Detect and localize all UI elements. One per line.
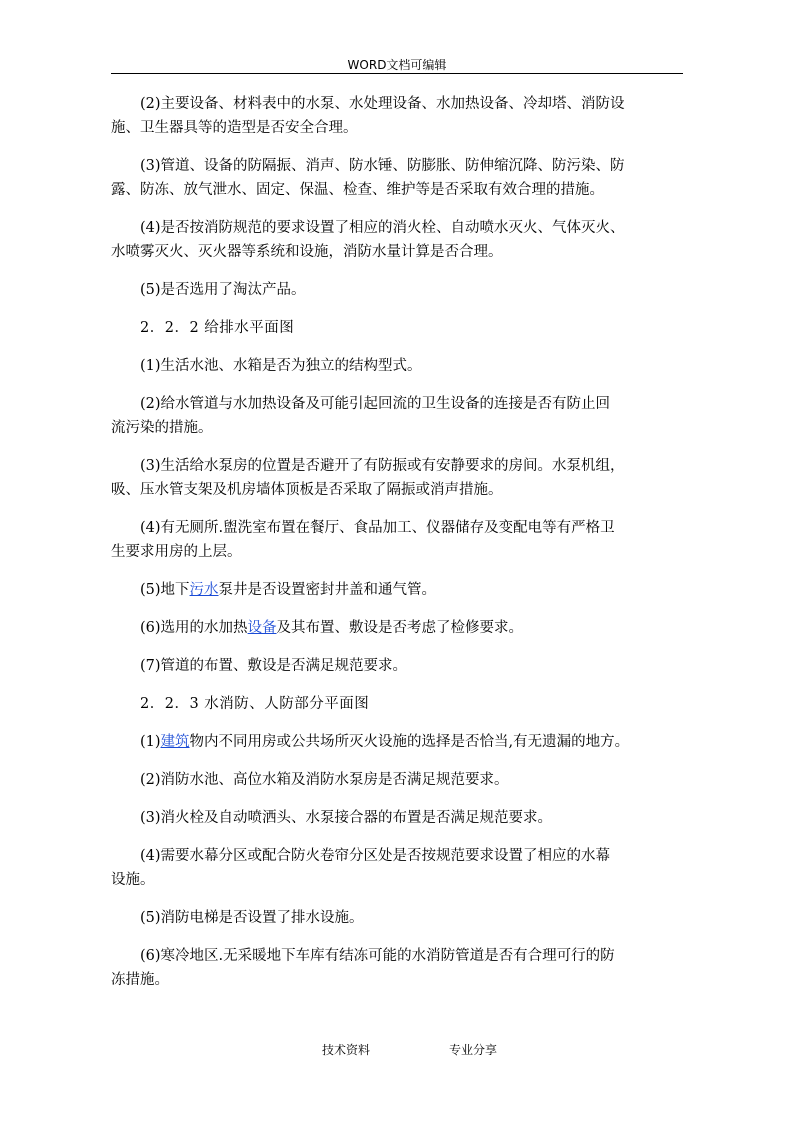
text-span: (1) [140, 734, 161, 750]
paragraph-line: 冻措施。 [111, 972, 169, 988]
footer-left-text: 技术资料 [322, 1043, 371, 1057]
text-span: 泵井是否设置密封井盖和通气管。 [218, 582, 437, 598]
paragraph-fire-elevator: (5)消防电梯是否设置了排水设施。 [140, 910, 364, 926]
paragraph-pump-room [111, 454, 689, 502]
text-span: 及其布置、敷设是否考虑了检修要求。 [276, 620, 524, 636]
paragraph-line: 设施。 [111, 872, 155, 888]
paragraph-line: (4)需要水幕分区或配合防火卷帘分区处是否按规范要求设置了相应的水幕 [140, 848, 611, 864]
paragraph-main-equipment [111, 92, 689, 140]
paragraph-fire-systems [111, 216, 689, 264]
section-heading-222: 2．2．2 给排水平面图 [140, 320, 295, 336]
paragraph-sewage-well [111, 578, 689, 602]
paragraph-line: (3)管道、设备的防隔振、消声、防水锤、防膨胀、防伸缩沉降、防污染、防 [140, 158, 625, 174]
link-sewage[interactable]: 污水 [189, 582, 219, 598]
paragraph-line: 施、卫生器具等的造型是否安全合理。 [111, 120, 358, 136]
paragraph-water-curtain [111, 844, 689, 892]
footer-right-text: 专业分享 [449, 1043, 498, 1057]
paragraph-line: 生要求用房的上层。 [111, 544, 242, 560]
paragraph-fire-facilities [111, 730, 689, 754]
paragraph-backflow [111, 392, 689, 440]
paragraph-pipe-layout: (7)管道的布置、敷设是否满足规范要求。 [140, 658, 408, 674]
paragraph-line: (6)寒冷地区.无采暖地下车库有结冻可能的水消防管道是否有合理可行的防 [140, 948, 615, 964]
paragraph-toilet-placement [111, 516, 689, 564]
link-equipment[interactable]: 设备 [247, 620, 277, 636]
link-building[interactable]: 建筑 [160, 734, 190, 750]
paragraph-line: 露、防冻、放气泄水、固定、保温、检查、维护等是否采取有效合理的措施。 [111, 182, 604, 198]
paragraph-fire-pool: (2)消防水池、高位水箱及消防水泵房是否满足规范要求。 [140, 772, 509, 788]
paragraph-line: 流污染的措施。 [111, 420, 213, 436]
paragraph-hydrant-layout: (3)消火栓及自动喷洒头、水泵接合器的布置是否满足规范要求。 [140, 810, 553, 826]
paragraph-heater-equipment [111, 616, 689, 640]
section-heading-223: 2．2．3 水消防、人防部分平面图 [140, 696, 370, 712]
paragraph-water-tank: (1)生活水池、水箱是否为独立的结构型式。 [140, 358, 422, 374]
paragraph-pipe-measures [111, 154, 689, 202]
header-divider [111, 73, 683, 74]
paragraph-line: (2)给水管道与水加热设备及可能引起回流的卫生设备的连接是否有防止回 [140, 396, 611, 412]
page-header: WORD文档可编辑 [347, 58, 447, 72]
paragraph-line: 吸、压水管支架及机房墙体顶板是否采取了隔振或消声措施。 [111, 482, 503, 498]
paragraph-line: (4)是否按消防规范的要求设置了相应的消火栓、自动喷水灭火、气体灭火、 [140, 220, 625, 236]
paragraph-frost-protection [111, 944, 689, 992]
text-span: 物内不同用房或公共场所灭火设施的选择是否恰当,有无遗漏的地方。 [189, 734, 630, 750]
text-span: (5)地下 [140, 582, 190, 598]
paragraph-line: 水喷雾灭火、灭火器等系统和设施，消防水量计算是否合理。 [111, 244, 503, 260]
paragraph-line: (2)主要设备、材料表中的水泵、水处理设备、水加热设备、冷却塔、消防设 [140, 96, 625, 112]
document-body [111, 92, 689, 1006]
paragraph-line: (3)生活给水泵房的位置是否避开了有防振或有安静要求的房间。水泵机组， [140, 458, 625, 474]
text-span: (6)选用的水加热 [140, 620, 248, 636]
paragraph-line: (4)有无厕所.盥洗室布置在餐厅、食品加工、仪器储存及变配电等有严格卫 [140, 520, 615, 536]
paragraph-obsolete-products: (5)是否选用了淘汰产品。 [140, 282, 306, 298]
